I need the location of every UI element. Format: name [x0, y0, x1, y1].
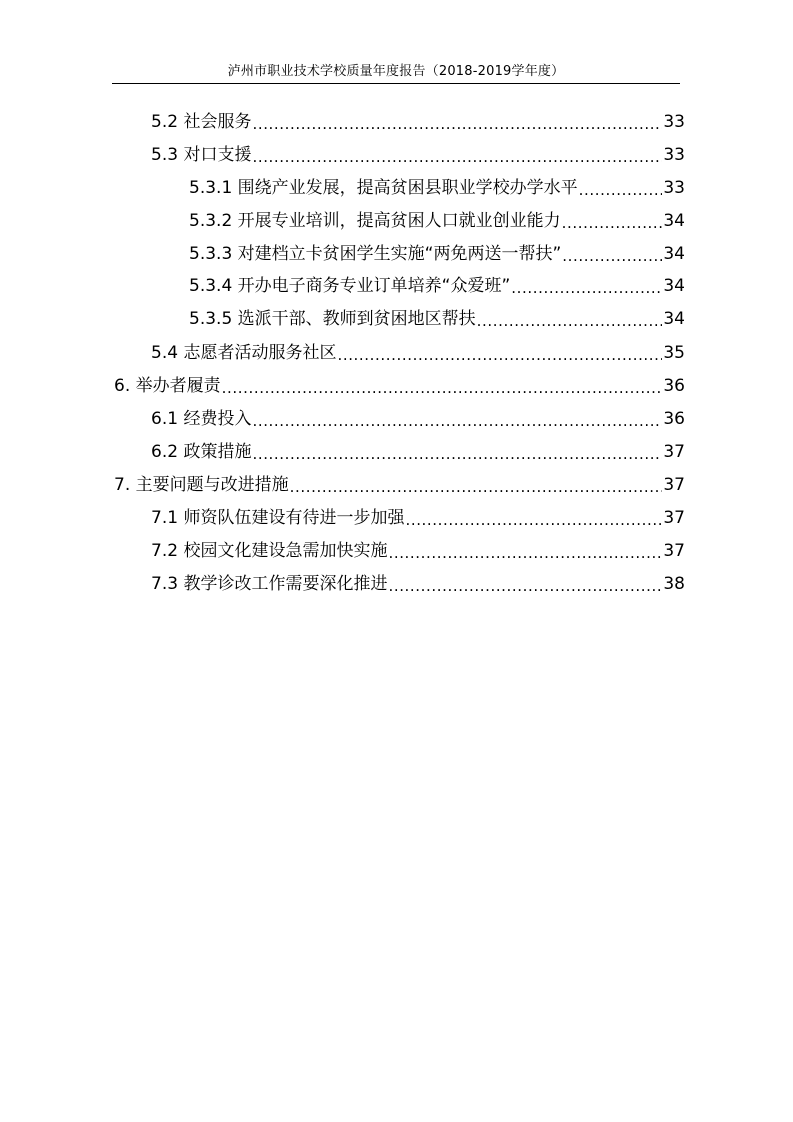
toc-entry-label: 5.3.3 对建档立卡贫困学生实施“两免两送一帮扶” [189, 244, 562, 264]
toc-entry-5-3-1[interactable] [189, 174, 685, 202]
toc-entry-label: 6.1 经费投入 [151, 409, 252, 429]
toc-entry-label: 6. 举办者履责 [114, 376, 221, 396]
toc-entry-6-1[interactable] [151, 405, 685, 433]
toc-entry-label: 5.3.5 选派干部、教师到贫困地区帮扶 [189, 309, 476, 329]
toc-entry-5-3-5[interactable] [189, 305, 685, 333]
toc-page-number: 37 [663, 475, 685, 495]
toc-entry-label: 7.1 师资队伍建设有待进一步加强 [151, 508, 405, 528]
toc-leader-dots [388, 574, 662, 598]
toc-page-number: 36 [663, 376, 685, 396]
toc-leader-dots [222, 376, 663, 400]
toc-leader-dots [252, 145, 662, 169]
toc-page-number: 33 [663, 145, 685, 165]
toc-entry-5-2[interactable] [151, 108, 685, 136]
toc-page-number: 33 [663, 178, 685, 198]
toc-entry-7[interactable] [114, 471, 685, 499]
toc-entry-7-3[interactable] [151, 570, 685, 598]
toc-page-number: 33 [663, 112, 685, 132]
toc-leader-dots [252, 442, 662, 466]
toc-entry-label: 5.3 对口支援 [151, 145, 252, 165]
toc-leader-dots [562, 211, 663, 235]
toc-leader-dots [290, 475, 663, 499]
toc-entry-5-3-3[interactable] [189, 240, 685, 268]
toc-leader-dots [579, 178, 663, 202]
toc-leader-dots [562, 244, 662, 268]
toc-entry-label: 5.2 社会服务 [151, 112, 252, 132]
toc-page-number: 34 [663, 309, 685, 329]
toc-page-number: 34 [663, 244, 685, 264]
toc-entry-5-3-4[interactable] [189, 272, 685, 300]
toc-page-number: 38 [663, 574, 685, 594]
toc-entry-5-4[interactable] [151, 339, 685, 367]
toc-entry-label: 6.2 政策措施 [151, 442, 252, 462]
toc-entry-7-2[interactable] [151, 537, 685, 565]
toc-leader-dots [405, 508, 662, 532]
toc-leader-dots [388, 541, 662, 565]
toc-leader-dots [252, 112, 662, 136]
toc-entry-label: 7. 主要问题与改进措施 [114, 475, 289, 495]
toc-leader-dots [252, 409, 662, 433]
page-header: 泸州市职业技术学校质量年度报告（2018-2019学年度） [227, 64, 565, 79]
toc-page-number: 34 [663, 276, 685, 296]
toc-entry-label: 5.4 志愿者活动服务社区 [151, 343, 337, 363]
toc-entry-label: 5.3.2 开展专业培训，提高贫困人口就业创业能力 [189, 211, 561, 231]
toc-page-number: 37 [663, 442, 685, 462]
toc-page-number: 37 [663, 508, 685, 528]
toc-entry-5-3-2[interactable] [189, 207, 685, 235]
toc-page-number: 36 [663, 409, 685, 429]
toc-entry-5-3[interactable] [151, 141, 685, 169]
toc-entry-label: 5.3.1 围绕产业发展，提高贫困县职业学校办学水平 [189, 178, 578, 198]
toc-page-number: 34 [663, 211, 685, 231]
toc-entry-label: 7.3 教学诊改工作需要深化推进 [151, 574, 388, 594]
toc-entry-label: 7.2 校园文化建设急需加快实施 [151, 541, 388, 561]
toc-leader-dots [477, 309, 663, 333]
toc-leader-dots [511, 276, 662, 300]
toc-entry-7-1[interactable] [151, 504, 685, 532]
toc-entry-6-2[interactable] [151, 438, 685, 466]
toc-entry-6[interactable] [114, 372, 685, 400]
toc-page-number: 37 [663, 541, 685, 561]
toc-leader-dots [337, 343, 662, 367]
toc-page-number: 35 [663, 343, 685, 363]
toc-entry-label: 5.3.4 开办电子商务专业订单培养“众爱班” [189, 276, 511, 296]
